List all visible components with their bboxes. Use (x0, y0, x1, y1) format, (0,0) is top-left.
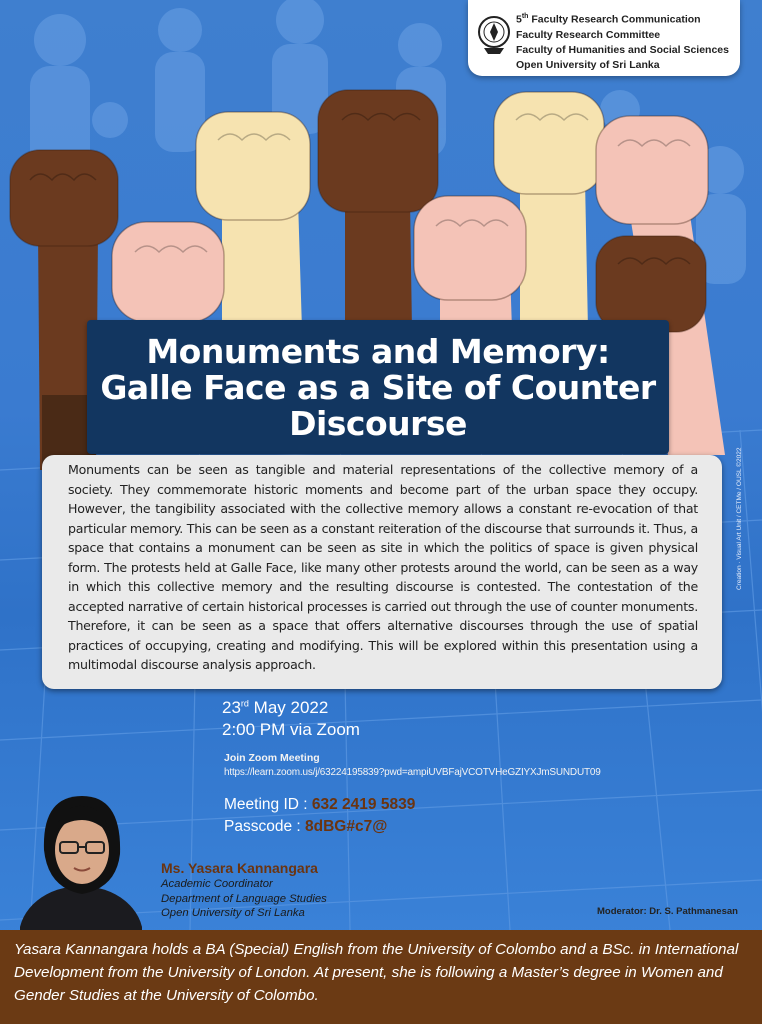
zoom-label: Join Zoom Meeting (224, 752, 320, 764)
title-box (87, 320, 669, 454)
speaker-photo (20, 790, 142, 930)
zoom-link[interactable]: https://learn.zoom.us/j/63224195839?pwd=ampiUVBFajVCOTVHeGZIYXJmSUNDUT09 (224, 767, 601, 778)
header-line-1: 5th Faculty Research Communication (516, 13, 701, 26)
credit-text: Creation · Visual Art Unit / CETMe / OUSL ©2022 (736, 447, 743, 590)
event-date: 23rd May 2022 (222, 698, 329, 717)
page-title: Monuments and Memory: Galle Face as a Site of Counter Discourse (100, 332, 656, 443)
speaker-name: Ms. Yasara Kannangara (161, 860, 318, 876)
abstract-text: Monuments can be seen as tangible and material representations of the collective memory of a society. They commemorate historic moments and become part of the urban space they occupy. However, the tangibility associated with the collective memory allows a constant re-evocation of that particular memory. This can be seen as a constant reiteration of the discourse that surrounds it. Thus, a space that contains a monument can be seen as site in which the politics of space is given physical form. The protests held at Galle Face, like many other protests around the world, can be seen as a way in which this collective memory and the resulting discourse is contested. The contestation of the accepted narrative of certain historical processes is carried out through the use of counter monuments. Therefore, it can be seen as a space that offers alternative discourses through the use of spatial practices of occupying, creating and modifying. This will be explored within this presentation using a multimodal discourse analysis approach. (68, 462, 698, 672)
bio-band (0, 930, 762, 1024)
header-card (468, 0, 740, 76)
meeting-id: Meeting ID : 632 2419 5839 (224, 796, 416, 813)
header-line-4: Open University of Sri Lanka (516, 58, 660, 71)
university-seal-icon (476, 12, 512, 58)
moderator: Moderator: Dr. S. Pathmanesan (597, 906, 738, 917)
event-time: 2:00 PM via Zoom (222, 720, 360, 739)
abstract-box (42, 455, 722, 689)
speaker-role: Academic Coordinator Department of Language Studies Open University of Sri Lanka (161, 878, 327, 919)
header-line-3: Faculty of Humanities and Social Sciences (516, 43, 729, 56)
bio-text: Yasara Kannangara holds a BA (Special) English from the University of Colombo and a BSc. in International Development from the University of London. At present, she is following a Master’s degree in Women and Gender Studies at the University of Colombo. (14, 941, 739, 1004)
passcode: Passcode : 8dBG#c7@ (224, 818, 388, 835)
header-line-2: Faculty Research Committee (516, 28, 661, 41)
